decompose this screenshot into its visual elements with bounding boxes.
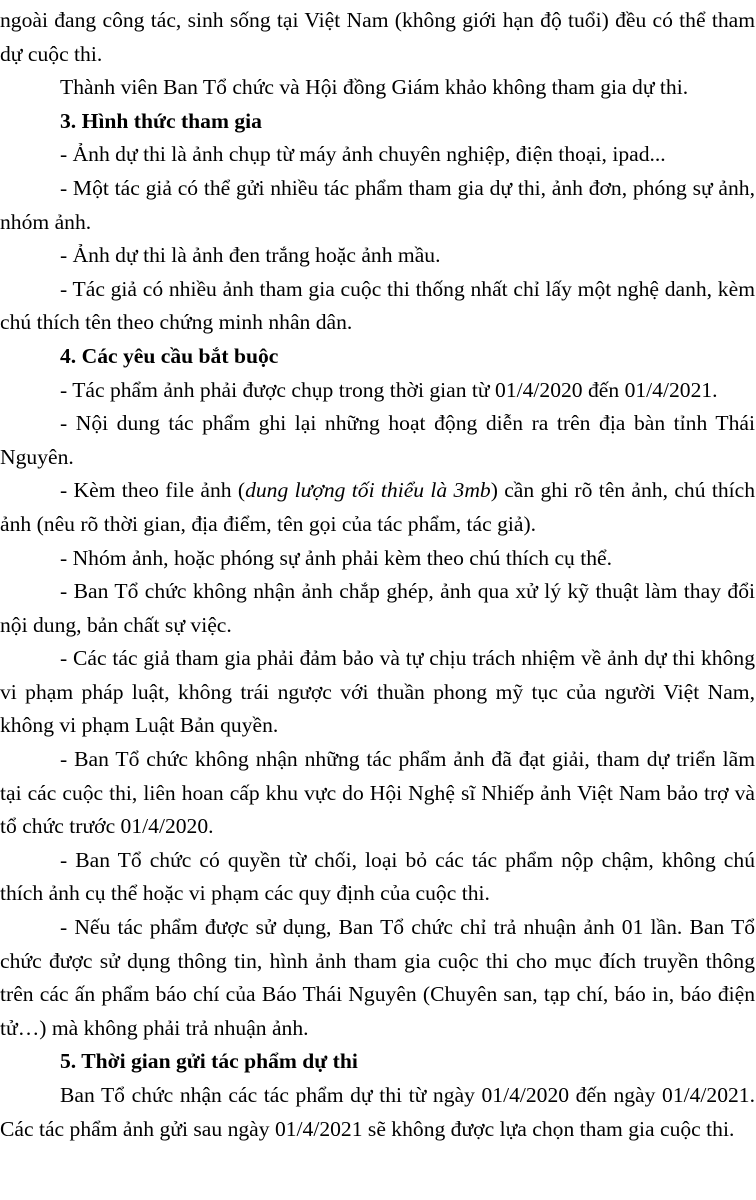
section-heading-requirements: 4. Các yêu cầu bắt buộc — [60, 343, 279, 368]
paragraph-submission-period: Ban Tổ chức nhận các tác phẩm dự thi từ ngày 01/4/2020 đến ngày 01/4/2021. Các tác phẩm ảnh gửi sau ngày 01/4/2021 sẽ không được lựa chọn tham gia cuộc thi. — [0, 1083, 755, 1141]
list-item: - Tác phẩm ảnh phải được chụp trong thời gian từ 01/4/2020 đến 01/4/2021. — [60, 377, 718, 402]
list-item: - Nhóm ảnh, hoặc phóng sự ảnh phải kèm theo chú thích cụ thể. — [60, 545, 613, 570]
list-item: - Ảnh dự thi là ảnh chụp từ máy ảnh chuyên nghiệp, điện thoại, ipad... — [60, 142, 666, 167]
list-item — [0, 474, 755, 541]
paragraph-eligibility-continued: ngoài đang công tác, sinh sống tại Việt Nam (không giới hạn độ tuổi) đều có thể tham dự cuộc thi. — [0, 8, 755, 66]
section-heading-participation-form: 3. Hình thức tham gia — [60, 108, 262, 133]
list-item: - Nếu tác phẩm được sử dụng, Ban Tổ chức chỉ trả nhuận ảnh 01 lần. Ban Tổ chức được sử dụng thông tin, hình ảnh tham gia cuộc thi cho mục đích truyền thông trên các ấn phẩm báo chí của Báo Thái Nguyên (Chuyên san, tạp chí, báo in, báo điện tử…) mà không phải trả nhuận ảnh. — [0, 915, 755, 1040]
list-item: - Ban Tổ chức không nhận ảnh chắp ghép, ảnh qua xử lý kỹ thuật làm thay đổi nội dung, bản chất sự việc. — [0, 579, 755, 637]
list-item: - Các tác giả tham gia phải đảm bảo và tự chịu trách nhiệm về ảnh dự thi không vi phạm pháp luật, không trái ngược với thuần phong mỹ tục của người Việt Nam, không vi phạm Luật Bản quyền. — [0, 646, 755, 738]
list-item: - Ban Tổ chức không nhận những tác phẩm ảnh đã đạt giải, tham dự triển lãm tại các cuộc thi, liên hoan cấp khu vực do Hội Nghệ sĩ Nhiếp ảnh Việt Nam bảo trợ và tổ chức trước 01/4/2020. — [0, 747, 755, 839]
list-item: - Một tác giả có thể gửi nhiều tác phẩm tham gia dự thi, ảnh đơn, phóng sự ảnh, nhóm ảnh. — [0, 175, 755, 234]
list-item: - Ảnh dự thi là ảnh đen trắng hoặc ảnh mầu. — [60, 243, 441, 268]
section-heading-submission-time: 5. Thời gian gửi tác phẩm dự thi — [60, 1049, 358, 1074]
list-item-text: - Kèm theo file ảnh ( — [60, 478, 246, 503]
list-item: - Nội dung tác phẩm ghi lại những hoạt động diễn ra trên địa bàn tỉnh Thái Nguyên. — [0, 411, 755, 469]
list-item-text: ) cần ghi rõ tên ảnh, chú thích ảnh (nêu rõ thời gian, địa điểm, tên gọi của tác phẩm, tác giả). — [0, 478, 755, 536]
list-item: - Tác giả có nhiều ảnh tham gia cuộc thi thống nhất chỉ lấy một nghệ danh, kèm chú thích tên theo chứng minh nhân dân. — [0, 276, 755, 335]
italic-file-size-note: dung lượng tối thiểu là 3mb — [245, 478, 491, 503]
list-item: - Ban Tổ chức có quyền từ chối, loại bỏ các tác phẩm nộp chậm, không chú thích ảnh cụ thể hoặc vi phạm các quy định của cuộc thi. — [0, 847, 755, 906]
paragraph-organizers-excluded: Thành viên Ban Tổ chức và Hội đồng Giám khảo không tham gia dự thi. — [60, 75, 689, 100]
